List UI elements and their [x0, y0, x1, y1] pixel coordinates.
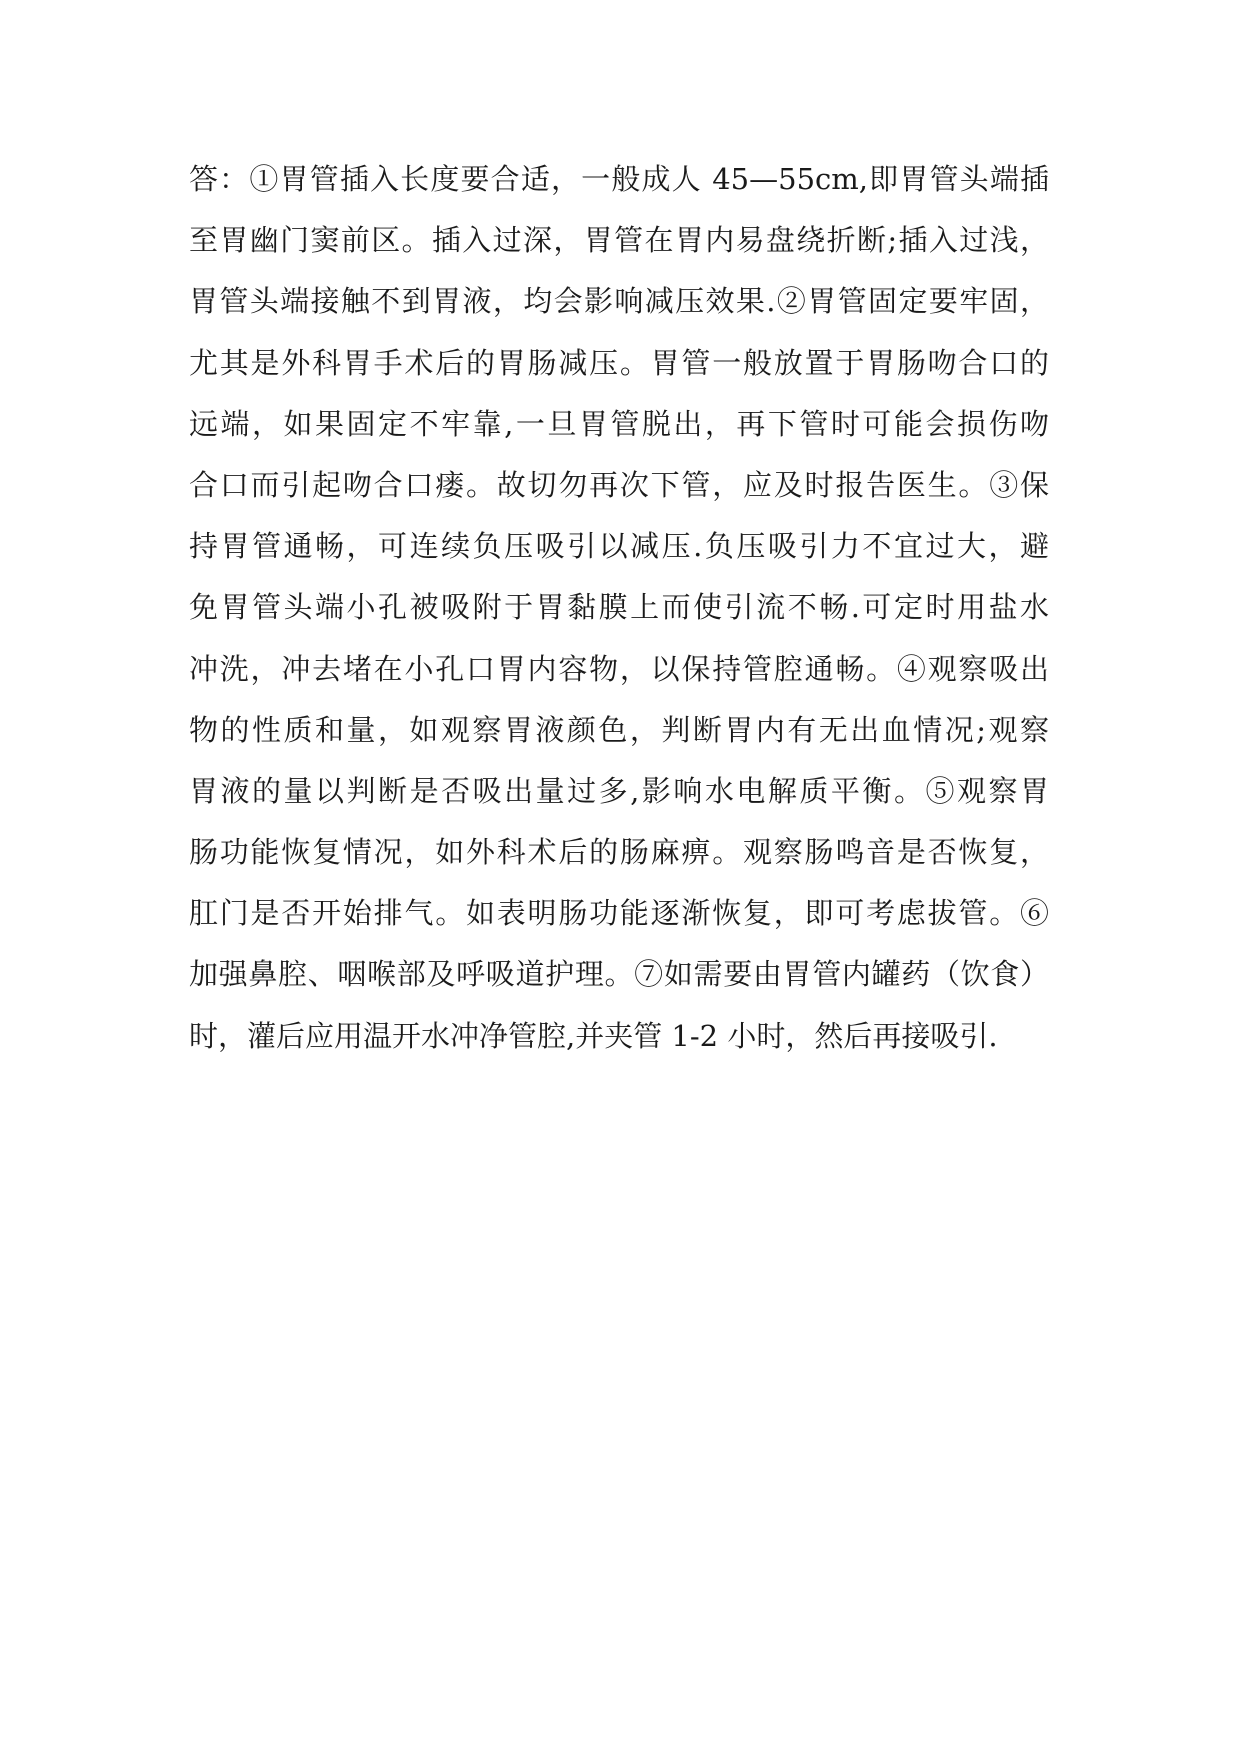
text-line: 持胃管通畅，可连续负压吸引以减压.负压吸引力不宜过大，避	[189, 529, 1049, 564]
text-line: 合口而引起吻合口瘘。故切勿再次下管，应及时报告医生。③保	[189, 467, 1049, 502]
text-line: 尤其是外科胃手术后的胃肠减压。胃管一般放置于胃肠吻合口的	[189, 345, 1049, 380]
text-line: 胃液的量以判断是否吸出量过多,影响水电解质平衡。⑤观察胃	[189, 773, 1049, 808]
text-line: 冲洗，冲去堵在小孔口胃内容物，以保持管腔通畅。④观察吸出	[189, 651, 1049, 686]
text-line: 至胃幽门窦前区。插入过深，胃管在胃内易盘绕折断;插入过浅，	[189, 223, 1049, 258]
text-line: 答：①胃管插入长度要合适，一般成人 45—55cm,即胃管头端插	[189, 162, 1049, 196]
answer-paragraph	[189, 159, 1049, 1077]
text-line: 胃管头端接触不到胃液，均会影响减压效果.②胃管固定要牢固，	[189, 284, 1049, 319]
text-line: 肛门是否开始排气。如表明肠功能逐渐恢复，即可考虑拔管。⑥	[189, 896, 1049, 931]
text-line: 远端，如果固定不牢靠,一旦胃管脱出，再下管时可能会损伤吻	[189, 406, 1049, 441]
text-line: 加强鼻腔、咽喉部及呼吸道护理。⑦如需要由胃管内罐药（饮食）	[189, 957, 1049, 992]
text-line: 物的性质和量，如观察胃液颜色，判断胃内有无出血情况;观察	[189, 712, 1049, 747]
text-line: 肠功能恢复情况，如外科术后的肠麻痹。观察肠鸣音是否恢复，	[189, 835, 1049, 870]
text-line: 免胃管头端小孔被吸附于胃黏膜上而使引流不畅.可定时用盐水	[189, 590, 1049, 625]
text-line: 时，灌后应用温开水冲净管腔,并夹管 1-2 小时，然后再接吸引.	[189, 1018, 998, 1053]
